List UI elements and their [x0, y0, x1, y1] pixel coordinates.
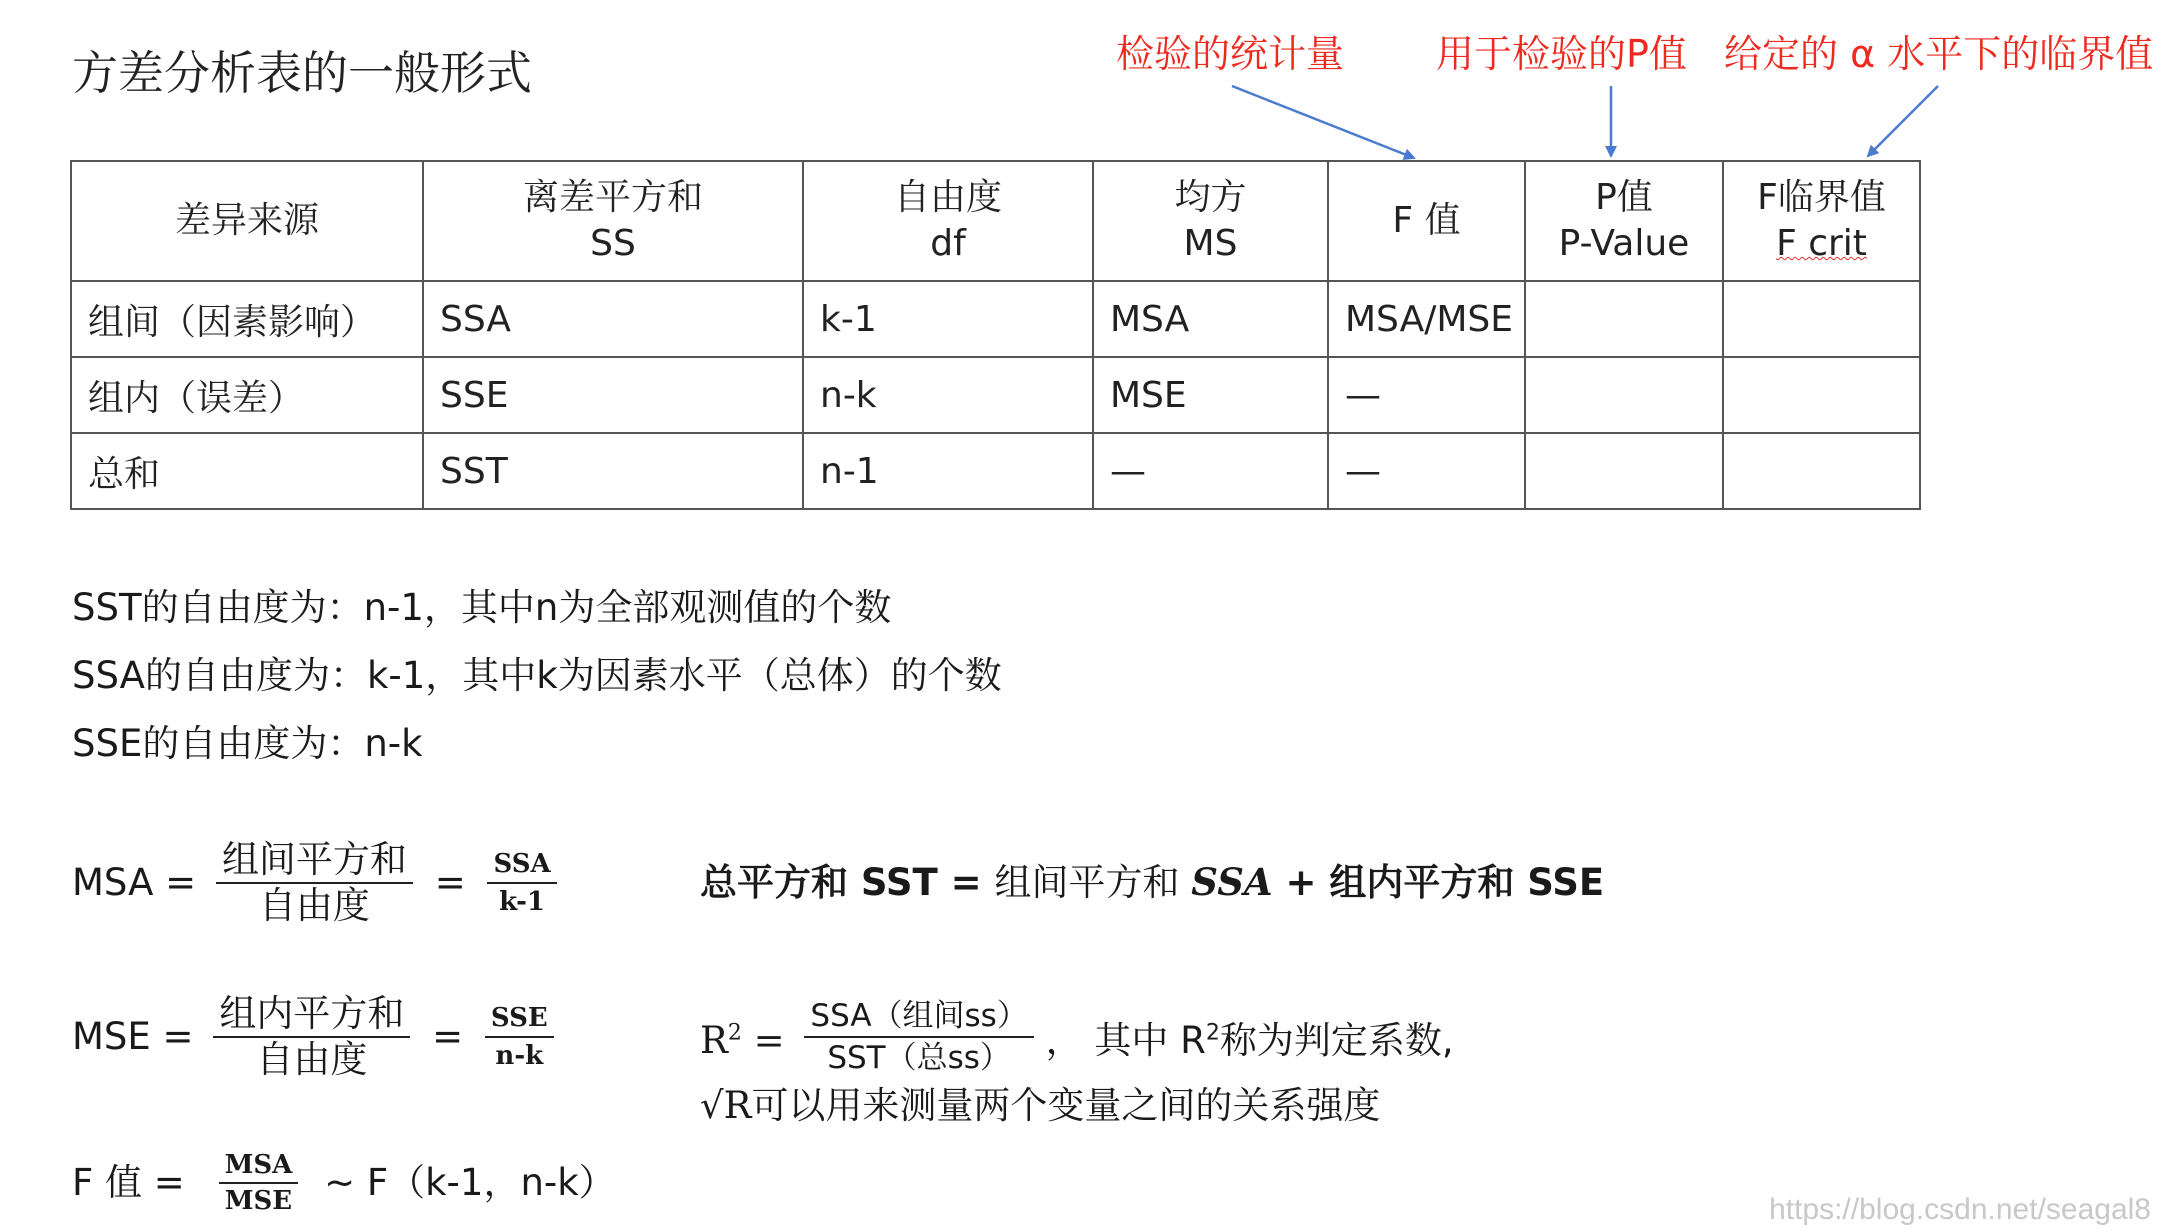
cell-p — [1525, 433, 1723, 509]
fraction-numerator: 组内平方和 — [213, 992, 410, 1038]
formula-mse-lhs: MSE = — [72, 1015, 194, 1058]
formula-r-squared — [700, 996, 1454, 1078]
formula-msa — [72, 838, 557, 928]
cell-df: n-k — [803, 357, 1093, 433]
header-ss: 离差平方和 SS — [423, 161, 803, 281]
arrow-to-f-value — [1232, 86, 1414, 158]
r2-lhs: $R^2$ = — [700, 1018, 785, 1062]
cell-ss: SSA — [423, 281, 803, 357]
cell-ss: SSE — [423, 357, 803, 433]
formula-f-lhs: F 值 = — [72, 1161, 185, 1204]
table-row — [71, 281, 1920, 357]
anova-table — [70, 160, 1921, 510]
sst-part-1: 总平方和 SST = — [700, 861, 995, 904]
formula-msa-fraction — [216, 838, 413, 928]
fraction-denominator: MSE — [224, 1186, 293, 1216]
cell-f: MSA/MSE — [1328, 281, 1525, 357]
formula-f-distribution: ~ F（k-1，n-k） — [324, 1161, 616, 1204]
formula-mse-fraction — [213, 992, 410, 1082]
fraction-denominator: k-1 — [499, 887, 545, 917]
header-f-value: F 值 — [1328, 161, 1525, 281]
header-df: 自由度 df — [803, 161, 1093, 281]
formula-mse-eq: = — [432, 1015, 464, 1058]
formula-f-fraction — [219, 1148, 299, 1218]
cell-ms: MSE — [1093, 357, 1328, 433]
annotation-critical-value: 给定的 α 水平下的临界值 — [1724, 32, 2154, 76]
header-ms: 均方 MS — [1093, 161, 1328, 281]
formula-msa-fraction-2 — [487, 846, 556, 920]
fraction-numerator: SSE — [485, 1000, 554, 1038]
cell-ss: SST — [423, 433, 803, 509]
cell-fcrit — [1723, 433, 1920, 509]
cell-f: — — [1328, 357, 1525, 433]
cell-df: n-1 — [803, 433, 1093, 509]
cell-ms: MSA — [1093, 281, 1328, 357]
header-source: 差异来源 — [71, 161, 423, 281]
cell-f: — — [1328, 433, 1525, 509]
cell-ms: — — [1093, 433, 1328, 509]
formula-msa-eq: = — [434, 861, 466, 904]
formula-r-description — [700, 1082, 1380, 1130]
cell-fcrit — [1723, 281, 1920, 357]
cell-source: 总和 — [71, 433, 423, 509]
sqrt-r: √R — [700, 1084, 752, 1127]
r2-description: ， 其中 $R^2$称为判定系数, — [1045, 1018, 1454, 1062]
formula-mse-fraction-2 — [485, 1000, 554, 1074]
formula-mse — [72, 992, 554, 1082]
cell-fcrit — [1723, 357, 1920, 433]
cell-p — [1525, 357, 1723, 433]
r2-fraction — [804, 996, 1033, 1078]
annotation-p-value: 用于检验的P值 — [1436, 32, 1687, 76]
fraction-numerator: SSA — [487, 846, 556, 884]
table-header-row — [71, 161, 1920, 281]
r-description-text: 可以用来测量两个变量之间的关系强度 — [751, 1084, 1381, 1127]
note-sst-df: SST的自由度为：n-1，其中n为全部观测值的个数 — [72, 586, 892, 629]
fraction-denominator: 自由度 — [258, 884, 370, 927]
header-f-crit: F临界值 F crit — [1723, 161, 1920, 281]
fraction-numerator: SSA（组间ss） — [804, 996, 1033, 1038]
formula-msa-lhs: MSA = — [72, 861, 197, 904]
page-title: 方差分析表的一般形式 — [72, 46, 532, 100]
arrow-to-f-crit — [1868, 86, 1938, 156]
sst-part-2: 组间平方和 — [994, 861, 1192, 904]
sst-part-4: + 组内平方和 SSE — [1272, 861, 1605, 904]
fraction-numerator: 组间平方和 — [216, 838, 413, 884]
fraction-denominator: SST（总ss） — [827, 1040, 1011, 1076]
cell-source: 组间（因素影响） — [71, 281, 423, 357]
fraction-denominator: n-k — [495, 1041, 544, 1071]
note-sse-df: SSE的自由度为：n-k — [72, 722, 423, 765]
annotation-test-statistic: 检验的统计量 — [1116, 32, 1345, 76]
table-row — [71, 357, 1920, 433]
annotation-arrows — [0, 0, 2161, 170]
sst-part-3: SSA — [1191, 860, 1273, 904]
watermark: https://blog.csdn.net/seagal8 — [1769, 1193, 2151, 1226]
header-p-value: P值 P-Value — [1525, 161, 1723, 281]
formula-sst-decomposition — [700, 858, 1604, 907]
note-ssa-df: SSA的自由度为：k-1，其中k为因素水平（总体）的个数 — [72, 654, 1002, 697]
cell-p — [1525, 281, 1723, 357]
cell-df: k-1 — [803, 281, 1093, 357]
fraction-numerator: MSA — [219, 1148, 299, 1184]
formula-f — [72, 1148, 616, 1218]
cell-source: 组内（误差） — [71, 357, 423, 433]
table-row — [71, 433, 1920, 509]
fraction-denominator: 自由度 — [256, 1038, 368, 1081]
